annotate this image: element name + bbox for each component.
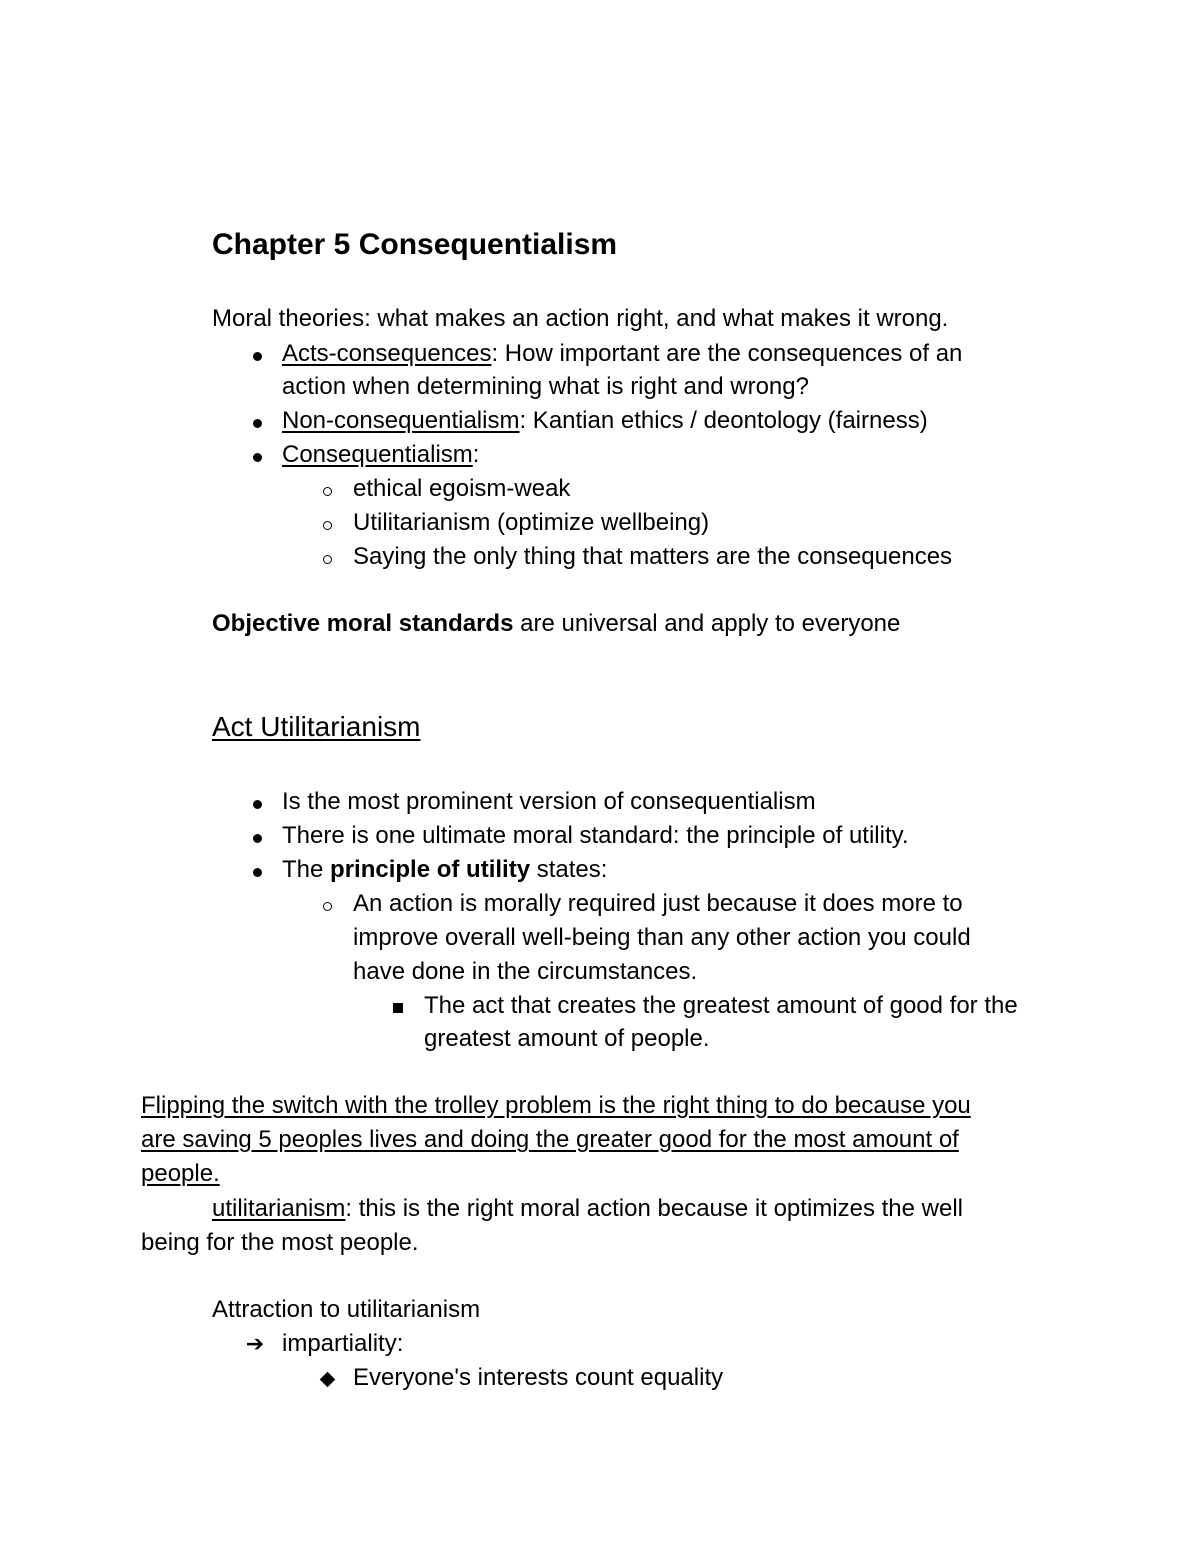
util-desc: : this is the right moral action because it optimizes the well (345, 1195, 963, 1222)
principle-pre: The (282, 856, 331, 883)
list-item-nonconsequentialism (282, 406, 928, 436)
bullet-dot-icon (247, 856, 267, 884)
noncon-term: Non-consequentialism (282, 407, 520, 434)
diamond-icon (317, 1364, 337, 1392)
con-colon: : (472, 441, 480, 468)
acts-term: Acts-consequences (282, 340, 492, 367)
list-item-consequentialism (282, 440, 479, 470)
attraction-heading: Attraction to utilitarianism (212, 1296, 481, 1323)
bullet-dot-icon (247, 788, 267, 816)
section-heading-act-utilitarianism: Act Utilitarianism (212, 711, 421, 742)
intro-text: Moral theories: what makes an action right, and what makes it wrong. (212, 305, 949, 332)
objective-desc: are universal and apply to everyone (513, 610, 901, 637)
bullet-dot-icon (247, 407, 267, 435)
sub-item-line: have done in the circumstances. (353, 958, 698, 985)
acts-desc-cont: action when determining what is right and wrong? (282, 373, 809, 400)
trolley-line: are saving 5 peoples lives and doing the greater good for the most amount of (141, 1126, 959, 1153)
subsub-item-line: greatest amount of people. (424, 1025, 710, 1052)
bullet-circle-icon (317, 543, 337, 571)
arrow-right-icon: ➔ (245, 1331, 265, 1356)
diamond-item: Everyone's interests count equality (353, 1364, 724, 1391)
bullet-circle-icon (317, 475, 337, 503)
utilitarianism-note (212, 1194, 963, 1224)
bullet-dot-icon (247, 340, 267, 368)
bullet-circle-icon (317, 890, 337, 918)
trolley-line: Flipping the switch with the trolley problem is the right thing to do because you (141, 1092, 971, 1119)
list-item-acts (282, 339, 962, 369)
sub-item: Saying the only thing that matters are the consequences (353, 543, 953, 570)
bullet-square-icon (388, 992, 408, 1020)
acts-desc: : How important are the consequences of an (491, 340, 963, 367)
sub-item-line: An action is morally required just because it does more to (353, 890, 963, 917)
bullet-circle-icon (317, 509, 337, 537)
sub-item-line: improve overall well-being than any other action you could (353, 924, 971, 951)
subsub-item-line: The act that creates the greatest amount of good for the (424, 992, 1018, 1019)
principle-term: principle of utility (330, 856, 531, 883)
utilitarianism-note-cont: being for the most people. (141, 1229, 419, 1256)
list-item-principle (282, 855, 607, 885)
sub-item: Utilitarianism (optimize wellbeing) (353, 509, 710, 536)
con-term: Consequentialism (282, 441, 473, 468)
list-item: Is the most prominent version of consequentialism (282, 788, 816, 815)
page-title: Chapter 5 Consequentialism (212, 228, 618, 261)
trolley-line: people. (141, 1160, 220, 1187)
noncon-desc: : Kantian ethics / deontology (fairness) (519, 407, 928, 434)
util-term: utilitarianism (212, 1195, 346, 1222)
objective-term: Objective moral standards (212, 610, 514, 637)
list-item: There is one ultimate moral standard: the principle of utility. (282, 822, 909, 849)
principle-post: states: (530, 856, 608, 883)
bullet-dot-icon (247, 441, 267, 469)
objective-standards (212, 609, 900, 639)
sub-item: ethical egoism-weak (353, 475, 571, 502)
bullet-dot-icon (247, 822, 267, 850)
arrow-item: impartiality: (282, 1330, 404, 1357)
